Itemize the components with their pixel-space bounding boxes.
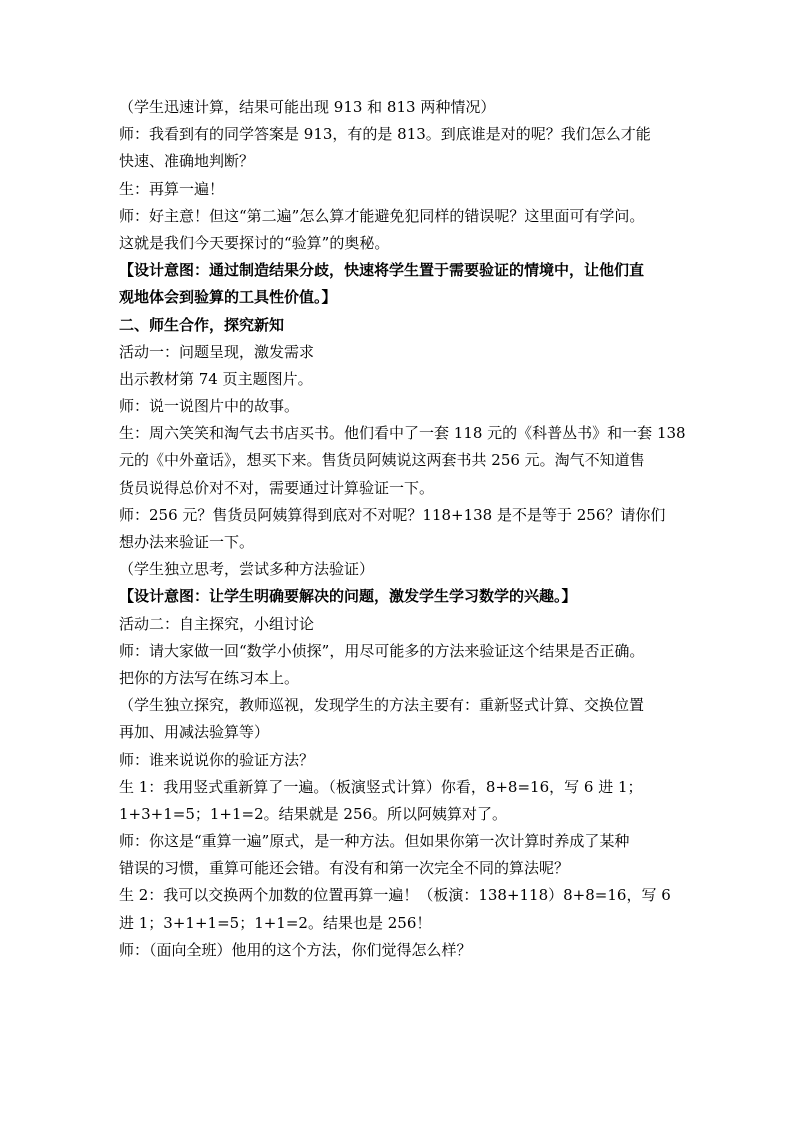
text-line: 二、师生合作，探究新知 (119, 315, 285, 334)
text-line: 师：我看到有的同学答案是 913，有的是 813。到底谁是对的呢？我们怎么才能 (119, 125, 651, 144)
text-line: 1+3+1=5；1+1=2。结果就是 256。所以阿姨算对了。 (119, 804, 508, 823)
text-line: 生 2：我可以交换两个加数的位置再算一遍！（板演：138+118）8+8=16，写 6 (119, 886, 671, 905)
text-line: 生 1：我用竖式重新算了一遍。（板演竖式计算）你看，8+8=16，写 6 进 1； (119, 777, 643, 796)
text-line: 想办法来验证一下。 (119, 533, 255, 551)
text-line: 快速、准确地判断？ (119, 152, 255, 171)
text-line: 师：说一说图片中的故事。 (119, 397, 300, 416)
text-line: 货员说得总价对不对，需要通过计算验证一下。 (119, 478, 435, 497)
text-line: 【设计意图：通过制造结果分歧，快速将学生置于需要验证的情境中，让他们直 (119, 261, 645, 280)
text-line: 生：再算一遍！ (119, 179, 225, 198)
text-line: 师：好主意！但这“第二遍”怎么算才能避免犯同样的错误呢？这里面可有学问。 (119, 206, 645, 225)
text-line: （学生独立探究，教师巡视，发现学生的方法主要有：重新竖式计算、交换位置 (119, 696, 645, 715)
text-line: 观地体会到验算的工具性价值。】 (119, 288, 337, 307)
text-line: 这就是我们今天要探讨的“验算”的奥秘。 (119, 233, 390, 252)
text-line: 出示教材第 74 页主题图片。 (119, 369, 313, 388)
text-line: 师：256 元？售货员阿姨算得到底对不对呢？118+138 是不是等于 256？请你们 (119, 505, 666, 524)
text-line: 师：你这是“重算一遍”原式，是一种方法。但如果你第一次计算时养成了某种 (119, 832, 630, 851)
text-line: 元的《中外童话》，想买下来。售货员阿姨说这两套书共 256 元。淘气不知道售 (119, 451, 645, 470)
text-line: 活动二：自主探究，小组讨论 (119, 614, 315, 633)
text-line: 活动一：问题呈现，激发需求 (119, 342, 315, 361)
text-line: 错误的习惯，重算可能还会错。有没有和第一次完全不同的算法呢？ (119, 859, 570, 878)
text-line: （学生独立思考，尝试多种方法验证） (119, 560, 375, 579)
text-line: 师：请大家做一回“数学小侦探”，用尽可能多的方法来验证这个结果是否正确。 (119, 641, 645, 660)
text-line: 再加、用减法验算等） (119, 723, 270, 742)
text-line: 师：（面向全班）他用的这个方法，你们觉得怎么样？ (119, 940, 472, 959)
text-line: 师：谁来说说你的验证方法？ (119, 750, 315, 769)
document-body (119, 94, 689, 964)
text-line: 把你的方法写在练习本上。 (119, 668, 300, 687)
text-line: 生：周六笑笑和淘气去书店买书。他们看中了一套 118 元的《科普丛书》和一套 138 (119, 424, 686, 443)
text-line: （学生迅速计算，结果可能出现 913 和 813 两种情况） (119, 98, 496, 116)
text-line: 进 1；3+1+1=5；1+1=2。结果也是 256！ (119, 913, 432, 932)
text-line: 【设计意图：让学生明确要解决的问题，激发学生学习数学的兴趣。】 (119, 587, 577, 606)
